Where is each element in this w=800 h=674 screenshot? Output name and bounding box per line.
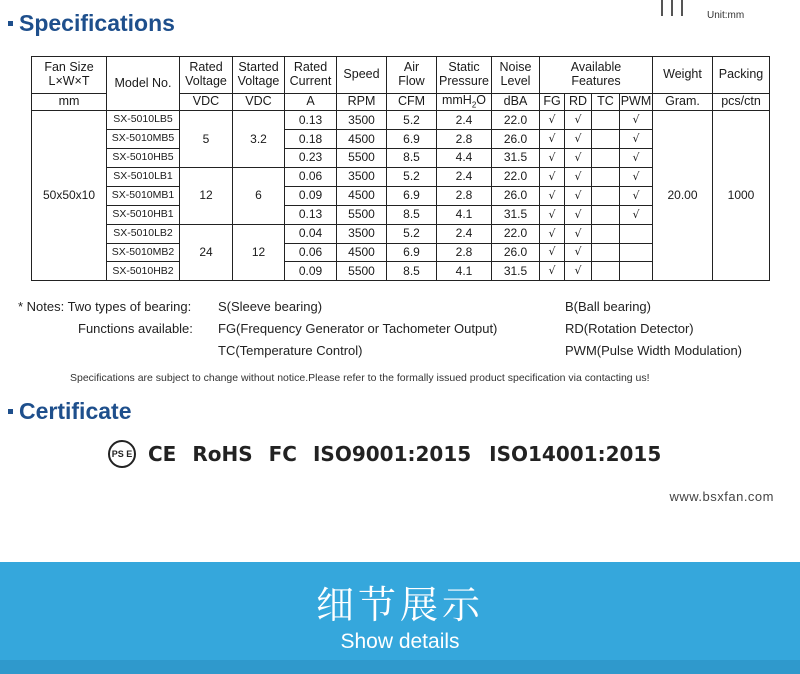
cell-noise-level: 31.5 (492, 149, 540, 168)
cell-speed: 4500 (337, 186, 387, 205)
unit-rated-current: A (285, 94, 337, 111)
unit-speed: RPM (337, 94, 387, 111)
certificate-heading (8, 398, 131, 425)
unit-fan-size: mm (32, 94, 107, 111)
header-model-no: Model No. (107, 57, 180, 111)
header-rated-current: Rated Current (285, 57, 337, 94)
cell-speed: 5500 (337, 205, 387, 224)
cell-rd: √ (565, 149, 592, 168)
cell-static-pressure: 2.8 (437, 186, 492, 205)
cell-fg: √ (540, 186, 565, 205)
unit-started-voltage: VDC (233, 94, 285, 111)
unit-label: Unit:mm (707, 10, 745, 21)
cell-rd: √ (565, 224, 592, 243)
unit-pwm: PWM (620, 94, 653, 111)
cell-tc (592, 130, 620, 149)
bullet-square-icon (8, 409, 13, 414)
cell-rated-current: 0.23 (285, 149, 337, 168)
iso9001-mark: ISO9001:2015 (312, 442, 472, 466)
cell-tc (592, 224, 620, 243)
header-packing: Packing (713, 57, 770, 94)
website-url: www.bsxfan.com (669, 489, 774, 504)
cell-rated-current: 0.06 (285, 167, 337, 186)
cell-noise-level: 22.0 (492, 111, 540, 130)
certificate-title: Certificate (19, 398, 132, 424)
certificate-logos (108, 440, 679, 468)
cell-rated-voltage: 12 (180, 167, 233, 224)
cell-pwm: √ (620, 167, 653, 186)
header-fan-size: Fan Size L×W×T (32, 57, 107, 94)
cell-static-pressure: 4.4 (437, 149, 492, 168)
cell-rated-current: 0.13 (285, 205, 337, 224)
notes-fg: FG(Frequency Generator or Tachometer Output) (218, 321, 498, 336)
cell-tc (592, 205, 620, 224)
cell-rd: √ (565, 130, 592, 149)
cell-rd: √ (565, 262, 592, 281)
cell-speed: 4500 (337, 130, 387, 149)
fcc-mark: FC (268, 442, 297, 466)
unit-fg: FG (540, 94, 565, 111)
cell-rd: √ (565, 205, 592, 224)
cell-rated-current: 0.18 (285, 130, 337, 149)
cell-fg: √ (540, 167, 565, 186)
cell-rated-current: 0.06 (285, 243, 337, 262)
cell-noise-level: 26.0 (492, 243, 540, 262)
cell-pwm (620, 224, 653, 243)
cell-started-voltage: 12 (233, 224, 285, 281)
header-speed: Speed (337, 57, 387, 94)
cell-pwm: √ (620, 149, 653, 168)
cell-speed: 4500 (337, 243, 387, 262)
cell-packing: 1000 (713, 111, 770, 281)
table-row (32, 111, 770, 130)
header-available-features: Available Features (540, 57, 653, 94)
specification-table (31, 56, 770, 281)
ce-mark: CE (148, 442, 177, 466)
cell-rd: √ (565, 186, 592, 205)
unit-static-pressure (437, 94, 492, 111)
specifications-heading (8, 10, 175, 37)
cell-started-voltage: 6 (233, 167, 285, 224)
cell-pwm (620, 243, 653, 262)
cell-air-flow: 8.5 (387, 149, 437, 168)
cell-rated-voltage: 24 (180, 224, 233, 281)
unit-air-flow: CFM (387, 94, 437, 111)
cell-noise-level: 31.5 (492, 262, 540, 281)
cell-air-flow: 5.2 (387, 167, 437, 186)
cell-tc (592, 186, 620, 205)
notes-functions-label: Functions available: (78, 321, 193, 336)
cell-tc (592, 262, 620, 281)
cell-static-pressure: 2.8 (437, 130, 492, 149)
cell-tc (592, 149, 620, 168)
notes-ball: B(Ball bearing) (565, 299, 651, 314)
cell-model: SX-5010HB5 (107, 149, 180, 168)
cell-noise-level: 26.0 (492, 186, 540, 205)
cell-noise-level: 26.0 (492, 130, 540, 149)
banner-title-en: Show details (340, 630, 460, 653)
cell-fg: √ (540, 243, 565, 262)
cell-pwm: √ (620, 205, 653, 224)
cell-fg: √ (540, 224, 565, 243)
cell-fg: √ (540, 262, 565, 281)
cell-air-flow: 8.5 (387, 262, 437, 281)
bullet-square-icon (8, 21, 13, 26)
notes-rd: RD(Rotation Detector) (565, 321, 694, 336)
cell-model: SX-5010MB2 (107, 243, 180, 262)
cell-static-pressure: 2.4 (437, 167, 492, 186)
section-banner (0, 562, 800, 674)
cell-started-voltage: 3.2 (233, 111, 285, 168)
cell-air-flow: 8.5 (387, 205, 437, 224)
cell-model: SX-5010MB5 (107, 130, 180, 149)
cell-air-flow: 5.2 (387, 224, 437, 243)
cell-tc (592, 167, 620, 186)
unit-static-pressure-text: mmH$_2$O (441, 93, 487, 110)
pin-drawing-icon (659, 0, 685, 20)
cell-tc (592, 243, 620, 262)
cell-static-pressure: 2.4 (437, 224, 492, 243)
unit-weight: Gram. (653, 94, 713, 111)
cell-fan-size: 50x50x10 (32, 111, 107, 281)
header-rated-voltage: Rated Voltage (180, 57, 233, 94)
cell-speed: 3500 (337, 111, 387, 130)
cell-model: SX-5010LB5 (107, 111, 180, 130)
cell-air-flow: 6.9 (387, 130, 437, 149)
cell-rated-voltage: 5 (180, 111, 233, 168)
notes-tc: TC(Temperature Control) (218, 343, 363, 358)
cell-model: SX-5010HB2 (107, 262, 180, 281)
cell-fg: √ (540, 205, 565, 224)
cell-air-flow: 5.2 (387, 111, 437, 130)
header-air-flow: Air Flow (387, 57, 437, 94)
cell-rd: √ (565, 111, 592, 130)
cell-speed: 3500 (337, 224, 387, 243)
pse-mark-icon: PS E (108, 440, 136, 468)
unit-noise-level: dBA (492, 94, 540, 111)
header-started-voltage: Started Voltage (233, 57, 285, 94)
unit-tc: TC (592, 94, 620, 111)
specifications-title: Specifications (19, 10, 175, 36)
cell-noise-level: 22.0 (492, 167, 540, 186)
cell-rated-current: 0.13 (285, 111, 337, 130)
cell-rated-current: 0.04 (285, 224, 337, 243)
cell-air-flow: 6.9 (387, 186, 437, 205)
cell-pwm: √ (620, 186, 653, 205)
cell-model: SX-5010LB2 (107, 224, 180, 243)
notes-pwm: PWM(Pulse Width Modulation) (565, 343, 742, 358)
cell-air-flow: 6.9 (387, 243, 437, 262)
iso14001-mark: ISO14001:2015 (489, 442, 662, 466)
notes-sleeve: S(Sleeve bearing) (218, 299, 323, 314)
cell-static-pressure: 4.1 (437, 262, 492, 281)
cell-speed: 5500 (337, 149, 387, 168)
header-weight: Weight (653, 57, 713, 94)
banner-title-cn: 细节展示 (315, 583, 484, 627)
cell-rated-current: 0.09 (285, 186, 337, 205)
cell-static-pressure: 4.1 (437, 205, 492, 224)
banner-edge (0, 660, 800, 674)
cell-model: SX-5010LB1 (107, 167, 180, 186)
cell-noise-level: 22.0 (492, 224, 540, 243)
cell-static-pressure: 2.4 (437, 111, 492, 130)
rohs-mark: RoHS (192, 442, 253, 466)
cell-static-pressure: 2.8 (437, 243, 492, 262)
cell-weight: 20.00 (653, 111, 713, 281)
cell-fg: √ (540, 130, 565, 149)
disclaimer-text: Specifications are subject to change without notice.Please refer to the formally issued product specification via contacting us! (70, 372, 650, 384)
cell-rd: √ (565, 167, 592, 186)
cell-speed: 5500 (337, 262, 387, 281)
unit-rd: RD (565, 94, 592, 111)
notes-bearing-label: * Notes: Two types of bearing: (18, 299, 192, 314)
cell-fg: √ (540, 111, 565, 130)
dimension-drawing (655, 0, 795, 24)
cell-noise-level: 31.5 (492, 205, 540, 224)
cell-model: SX-5010HB1 (107, 205, 180, 224)
cell-model: SX-5010MB1 (107, 186, 180, 205)
unit-rated-voltage: VDC (180, 94, 233, 111)
cell-fg: √ (540, 149, 565, 168)
header-static-pressure: Static Pressure (437, 57, 492, 94)
cell-rd: √ (565, 243, 592, 262)
unit-packing: pcs/ctn (713, 94, 770, 111)
cell-pwm (620, 262, 653, 281)
cell-tc (592, 111, 620, 130)
header-noise-level: Noise Level (492, 57, 540, 94)
cell-pwm: √ (620, 111, 653, 130)
cell-speed: 3500 (337, 167, 387, 186)
cell-pwm: √ (620, 130, 653, 149)
cell-rated-current: 0.09 (285, 262, 337, 281)
